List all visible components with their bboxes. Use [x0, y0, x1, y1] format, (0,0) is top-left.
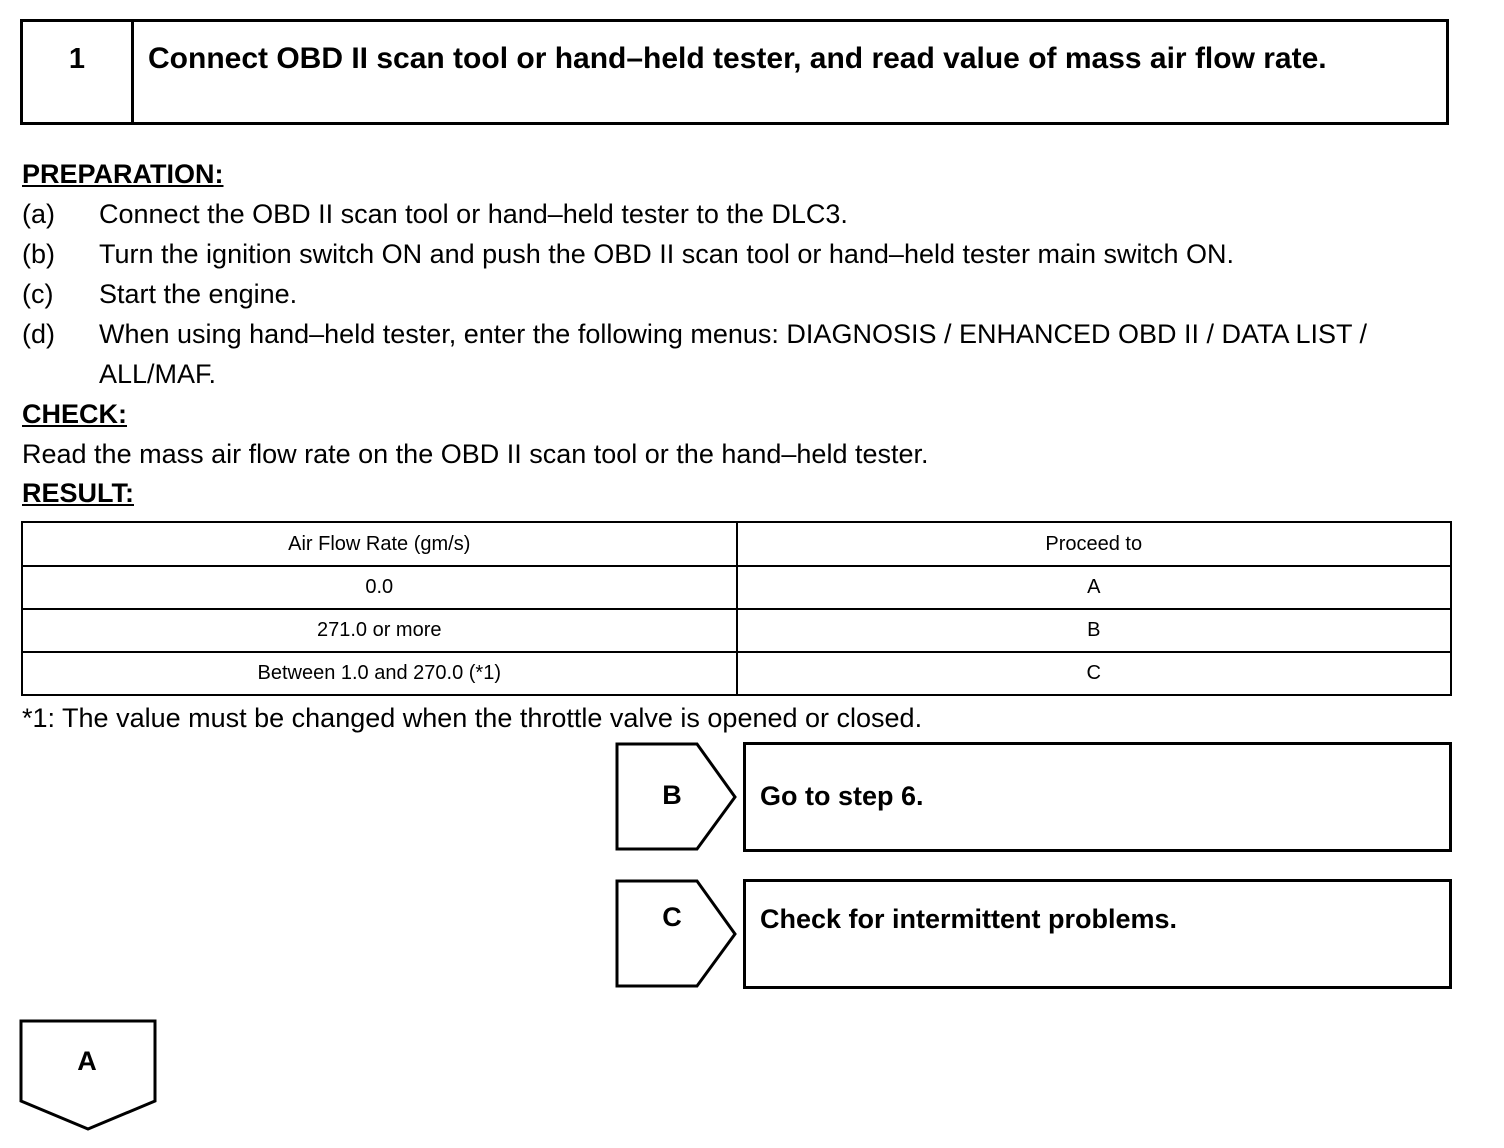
branch-c-arrow-shape — [615, 879, 739, 989]
check-text: Read the mass air flow rate on the OBD II scan tool or the hand–held tester. — [22, 439, 929, 469]
preparation-heading: PREPARATION: — [22, 159, 224, 189]
prep-item-letter: (b) — [22, 239, 55, 269]
table-row — [22, 609, 1451, 652]
prep-item-text: Turn the ignition switch ON and push the OBD II scan tool or hand–held tester main switch ON. — [99, 239, 1235, 269]
table-cell: 0.0 — [22, 566, 737, 609]
result-footnote: *1: The value must be changed when the throttle valve is opened or closed. — [22, 703, 923, 733]
column-header-proceed: Proceed to — [737, 522, 1452, 566]
continue-a-label: A — [77, 1046, 97, 1076]
branch-c-action: Check for intermittent problems. — [760, 904, 1178, 934]
table-row — [22, 566, 1451, 609]
prep-item-text: When using hand–held tester, enter the following menus: DIAGNOSIS / ENHANCED OBD II / DATA LIST / ALL/MAF. — [99, 319, 1368, 389]
branch-c-label: C — [662, 902, 682, 932]
prep-item-letter: (c) — [22, 279, 54, 309]
table-cell: A — [737, 566, 1452, 609]
step-header — [20, 19, 1449, 125]
branch-b-action-box — [743, 742, 1452, 852]
table-header-row — [22, 522, 1451, 566]
result-heading: RESULT: — [22, 478, 134, 508]
prep-item-text: Start the engine. — [99, 279, 298, 309]
prep-item-letter: (d) — [22, 319, 55, 349]
step-title: Connect OBD II scan tool or hand–held tester, and read value of mass air flow rate. — [148, 42, 1327, 75]
step-number: 1 — [23, 22, 134, 122]
table-cell: 271.0 or more — [22, 609, 737, 652]
branch-b-action: Go to step 6. — [760, 781, 924, 811]
branch-b-label: B — [662, 780, 682, 810]
branch-c-action-box — [743, 879, 1452, 989]
prep-item-letter: (a) — [22, 199, 55, 229]
table-row — [22, 652, 1451, 695]
prep-item-text: Connect the OBD II scan tool or hand–held tester to the DLC3. — [99, 199, 848, 229]
table-cell: B — [737, 609, 1452, 652]
column-header-air-flow: Air Flow Rate (gm/s) — [22, 522, 737, 566]
table-cell: Between 1.0 and 270.0 (*1) — [22, 652, 737, 695]
result-table — [21, 521, 1452, 696]
table-cell: C — [737, 652, 1452, 695]
check-heading: CHECK: — [22, 399, 127, 429]
